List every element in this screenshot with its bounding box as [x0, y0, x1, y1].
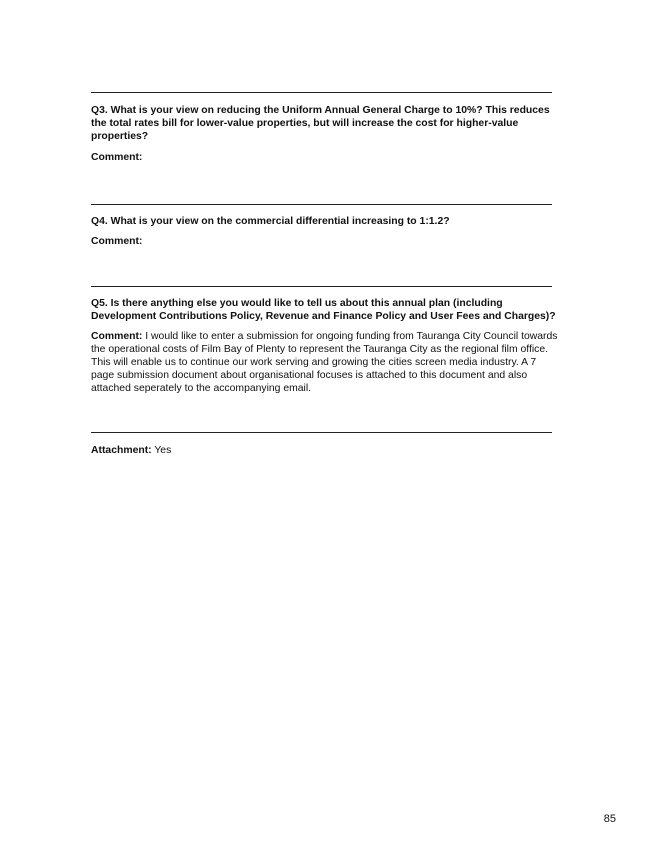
section-divider [91, 92, 552, 93]
comment-text: I would like to enter a submission for ongoing funding from Tauranga City Council towards the operational costs of Film Bay of Plenty to represent the Tauranga City as the regional film office. This will enable us to continue our work serving and growing the cities screen media industry. A 7 page submission document about organisational focuses is attached to this document and also attached seperately to the accompanying email. [91, 331, 558, 394]
comment-q5 [91, 330, 561, 395]
page-number: 85 [603, 813, 616, 825]
question-q3: Q3. What is your view on reducing the Uniform Annual General Charge to 10%? This reduces the total rates bill for lower-value properties, but will increase the cost for higher-value properties? [91, 105, 550, 142]
attachment-label: Attachment: [91, 445, 152, 456]
section-divider [91, 286, 552, 287]
section-divider [91, 204, 552, 205]
question-q5: Q5. Is there anything else you would like to tell us about this annual plan (including Development Contributions Policy, Revenue and Finance Policy and User Fees and Charges)? [91, 298, 556, 322]
comment-q3 [91, 151, 561, 164]
comment-q4 [91, 235, 561, 248]
section-divider [91, 432, 552, 433]
comment-label: Comment: [91, 331, 143, 342]
attachment-value: Yes [154, 445, 172, 456]
comment-label: Comment: [91, 152, 143, 163]
attachment-line [91, 444, 561, 457]
comment-label: Comment: [91, 236, 143, 247]
question-q4: Q4. What is your view on the commercial differential increasing to 1:1.2? [91, 216, 450, 227]
